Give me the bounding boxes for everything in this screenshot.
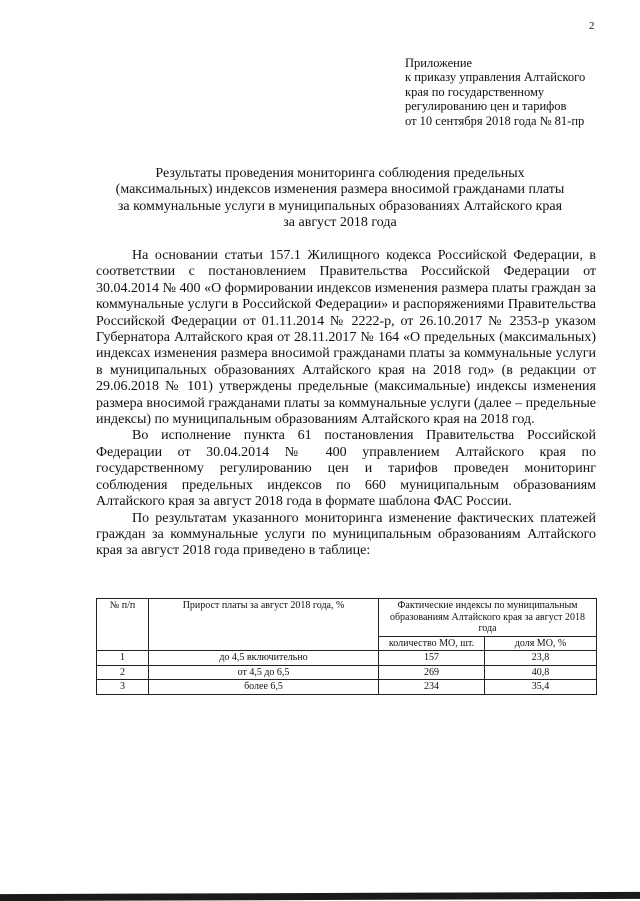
cell-num: 1 [97,651,149,666]
appendix-line: регулированию цен и тарифов [405,99,567,114]
appendix-line: края по государственному [405,84,545,99]
paragraph: Во исполнение пункта 61 постановления Правительства Российской Федерации от 30.04.2014 № 400 управлением Алтайского края по государственному регулированию цен и тарифов проведен мониторинг соблюдения предельных индексов по 660 муниципальным образованиям Алтайского края за август 2018 года в формате шаблона ФАС России. [96,428,596,510]
cell-count: 269 [379,665,485,680]
title-line: за коммунальные услуги в муниципальных образованиях Алтайского края [117,198,563,214]
appendix-block [405,56,630,128]
table-row [97,651,597,666]
document-body [96,248,596,560]
header-growth: Прирост платы за август 2018 года, % [149,599,379,651]
cell-count: 157 [379,651,485,666]
page-number: 2 [589,20,595,32]
results-table [96,598,597,695]
appendix-line: Приложение [405,56,473,70]
title-line: Результаты проведения мониторинга соблюдения предельных [155,166,525,181]
table-row [97,680,597,695]
header-count: количество МО, шт. [379,636,485,651]
cell-growth: до 4,5 включительно [149,651,379,666]
document-title [60,166,620,232]
cell-num: 3 [97,680,149,695]
appendix-line: от 10 сентября 2018 года № 81-пр [405,113,585,128]
cell-growth: от 4,5 до 6,5 [149,665,379,680]
title-line: за август 2018 года [283,215,397,231]
table-row [97,665,597,680]
appendix-line: к приказу управления Алтайского [405,70,586,85]
cell-share: 40,8 [485,665,597,680]
title-line: (максимальных) индексов изменения размера вносимой гражданами платы [115,182,565,198]
cell-count: 234 [379,680,485,695]
cell-growth: более 6,5 [149,680,379,695]
cell-share: 23,8 [485,651,597,666]
cell-share: 35,4 [485,680,597,695]
header-num: № п/п [97,599,149,651]
paragraph: На основании статьи 157.1 Жилищного кодекса Российской Федерации, в соответствии с постановлением Правительства Российской Федерации от 30.04.2014 № 400 «О формировании индексов изменения размера платы граждан за коммунальные услуги в Российской Федерации» и распоряжениями Правительства Российской Федерации от 01.11.2014 № 2222-р, от 26.10.2017 № 2353-р указом Губернатора Алтайского края от 28.11.2017 № 164 «О предельных (максимальных) индексах изменения размера вносимой гражданами платы за коммунальные услуги в муниципальных образованиях Алтайского края на 2018 год» (в редакции от 29.06.2018 № 101) утверждены предельные (максимальные) индексы изменения размера вносимой гражданами платы за коммунальные услуги (далее – предельные индексы) по муниципальным образованиям Алтайского края на 2018 год. [96,248,596,428]
header-actual: Фактические индексы по муниципальным образованиям Алтайского края за август 2018 года [379,599,597,637]
cell-num: 2 [97,665,149,680]
header-share: доля МО, % [485,636,597,651]
paragraph: По результатам указанного мониторинга изменение фактических платежей граждан за коммунальные услуги по муниципальным образованиям Алтайского края за август 2018 года приведено в таблице: [96,510,596,559]
